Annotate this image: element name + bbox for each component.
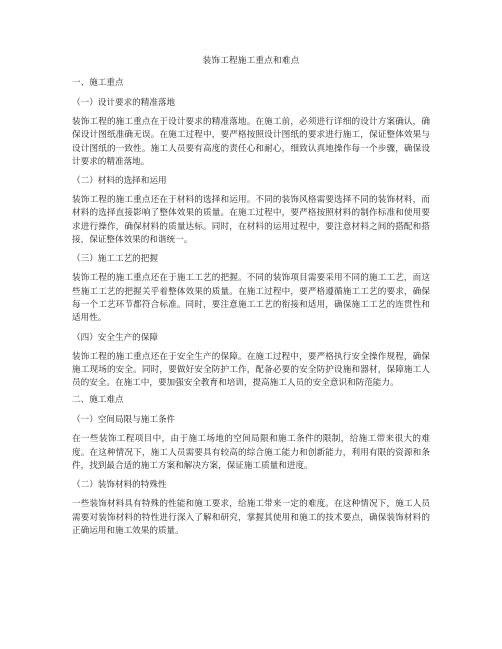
subsection-heading: （一）空间局限与施工条件 bbox=[72, 415, 176, 426]
subsection-heading: （三）施工工艺的把握 bbox=[72, 254, 158, 265]
paragraph: 装饰工程的施工重点还在于施工工艺的把握。不同的装饰项目需要采用不同的施工工艺，而这些施工工艺的把握关乎着整体效果的质量。在施工过程中，要严格遵循施工工艺的要求，确保每一个工艺环节都符合标准。同时，要注意施工工艺的衔接和适用，确保施工工艺的连贯性和适用性。 bbox=[72, 273, 430, 324]
paragraph: 在一些装饰工程项目中，由于施工场地的空间局限和施工条件的限制，给施工带来很大的难度。在这种情况下，施工人员需要具有较高的综合施工能力和创新能力，利用有限的资源和条件，找到最合适的施工方案和解决方案，保证施工质量和进度。 bbox=[72, 434, 430, 472]
subsection-heading: （一）设计要求的精准落地 bbox=[72, 98, 176, 108]
section-construction-difficulties bbox=[72, 394, 430, 538]
paragraph: 一些装饰材料具有特殊的性能和施工要求，给施工带来一定的难度。在这种情况下，施工人员需要对装饰材料的特性进行深入了解和研究，掌握其使用和施工的技术要点，确保装饰材料的正确运用和施工效果的质量。 bbox=[72, 499, 430, 536]
paragraph: 装饰工程的施工重点在于设计要求的精准落地。在施工前，必须进行详细的设计方案确认，确保设计图纸准确无误。在施工过程中，要严格按照设计图纸的要求进行施工，保证整体效果与设计图纸的一致性。施工人员要有高度的责任心和耐心，细致认真地操作每一个步骤，确保设计要求的精准落地。 bbox=[72, 117, 430, 167]
section-heading: 二、施工难点 bbox=[72, 395, 124, 406]
section-heading: 一、施工重点 bbox=[72, 78, 124, 88]
paragraph: 装饰工程的施工重点还在于安全生产的保障。在施工过程中，要严格执行安全操作规程，确保施工现场的安全。同时，要做好安全防护工作，配备必要的安全防护设施和器材，保障施工人员的安全。在施工中，要加强安全教育和培训，提高施工人员的安全意识和防范能力。 bbox=[72, 351, 430, 389]
paragraph: 装饰工程的施工重点还在于材料的选择和运用。不同的装饰风格需要选择不同的装饰材料，而材料的选择直接影响了整体效果的质量。在施工过程中，要严格按照材料的制作标准和使用要求进行操作，确保材料的质量达标。同时，在材料的运用过程中，要注意材料之间的搭配和搭接，保证整体效果的和谐统一。 bbox=[72, 195, 430, 246]
subsection-heading: （四）安全生产的保障 bbox=[72, 332, 158, 343]
document-title: 装饰工程施工重点和难点 bbox=[202, 56, 300, 66]
subsection-heading: （二）材料的选择和运用 bbox=[72, 176, 167, 187]
subsection-heading: （二）装饰材料的特殊性 bbox=[72, 480, 167, 491]
section-construction-key-points bbox=[72, 77, 430, 390]
